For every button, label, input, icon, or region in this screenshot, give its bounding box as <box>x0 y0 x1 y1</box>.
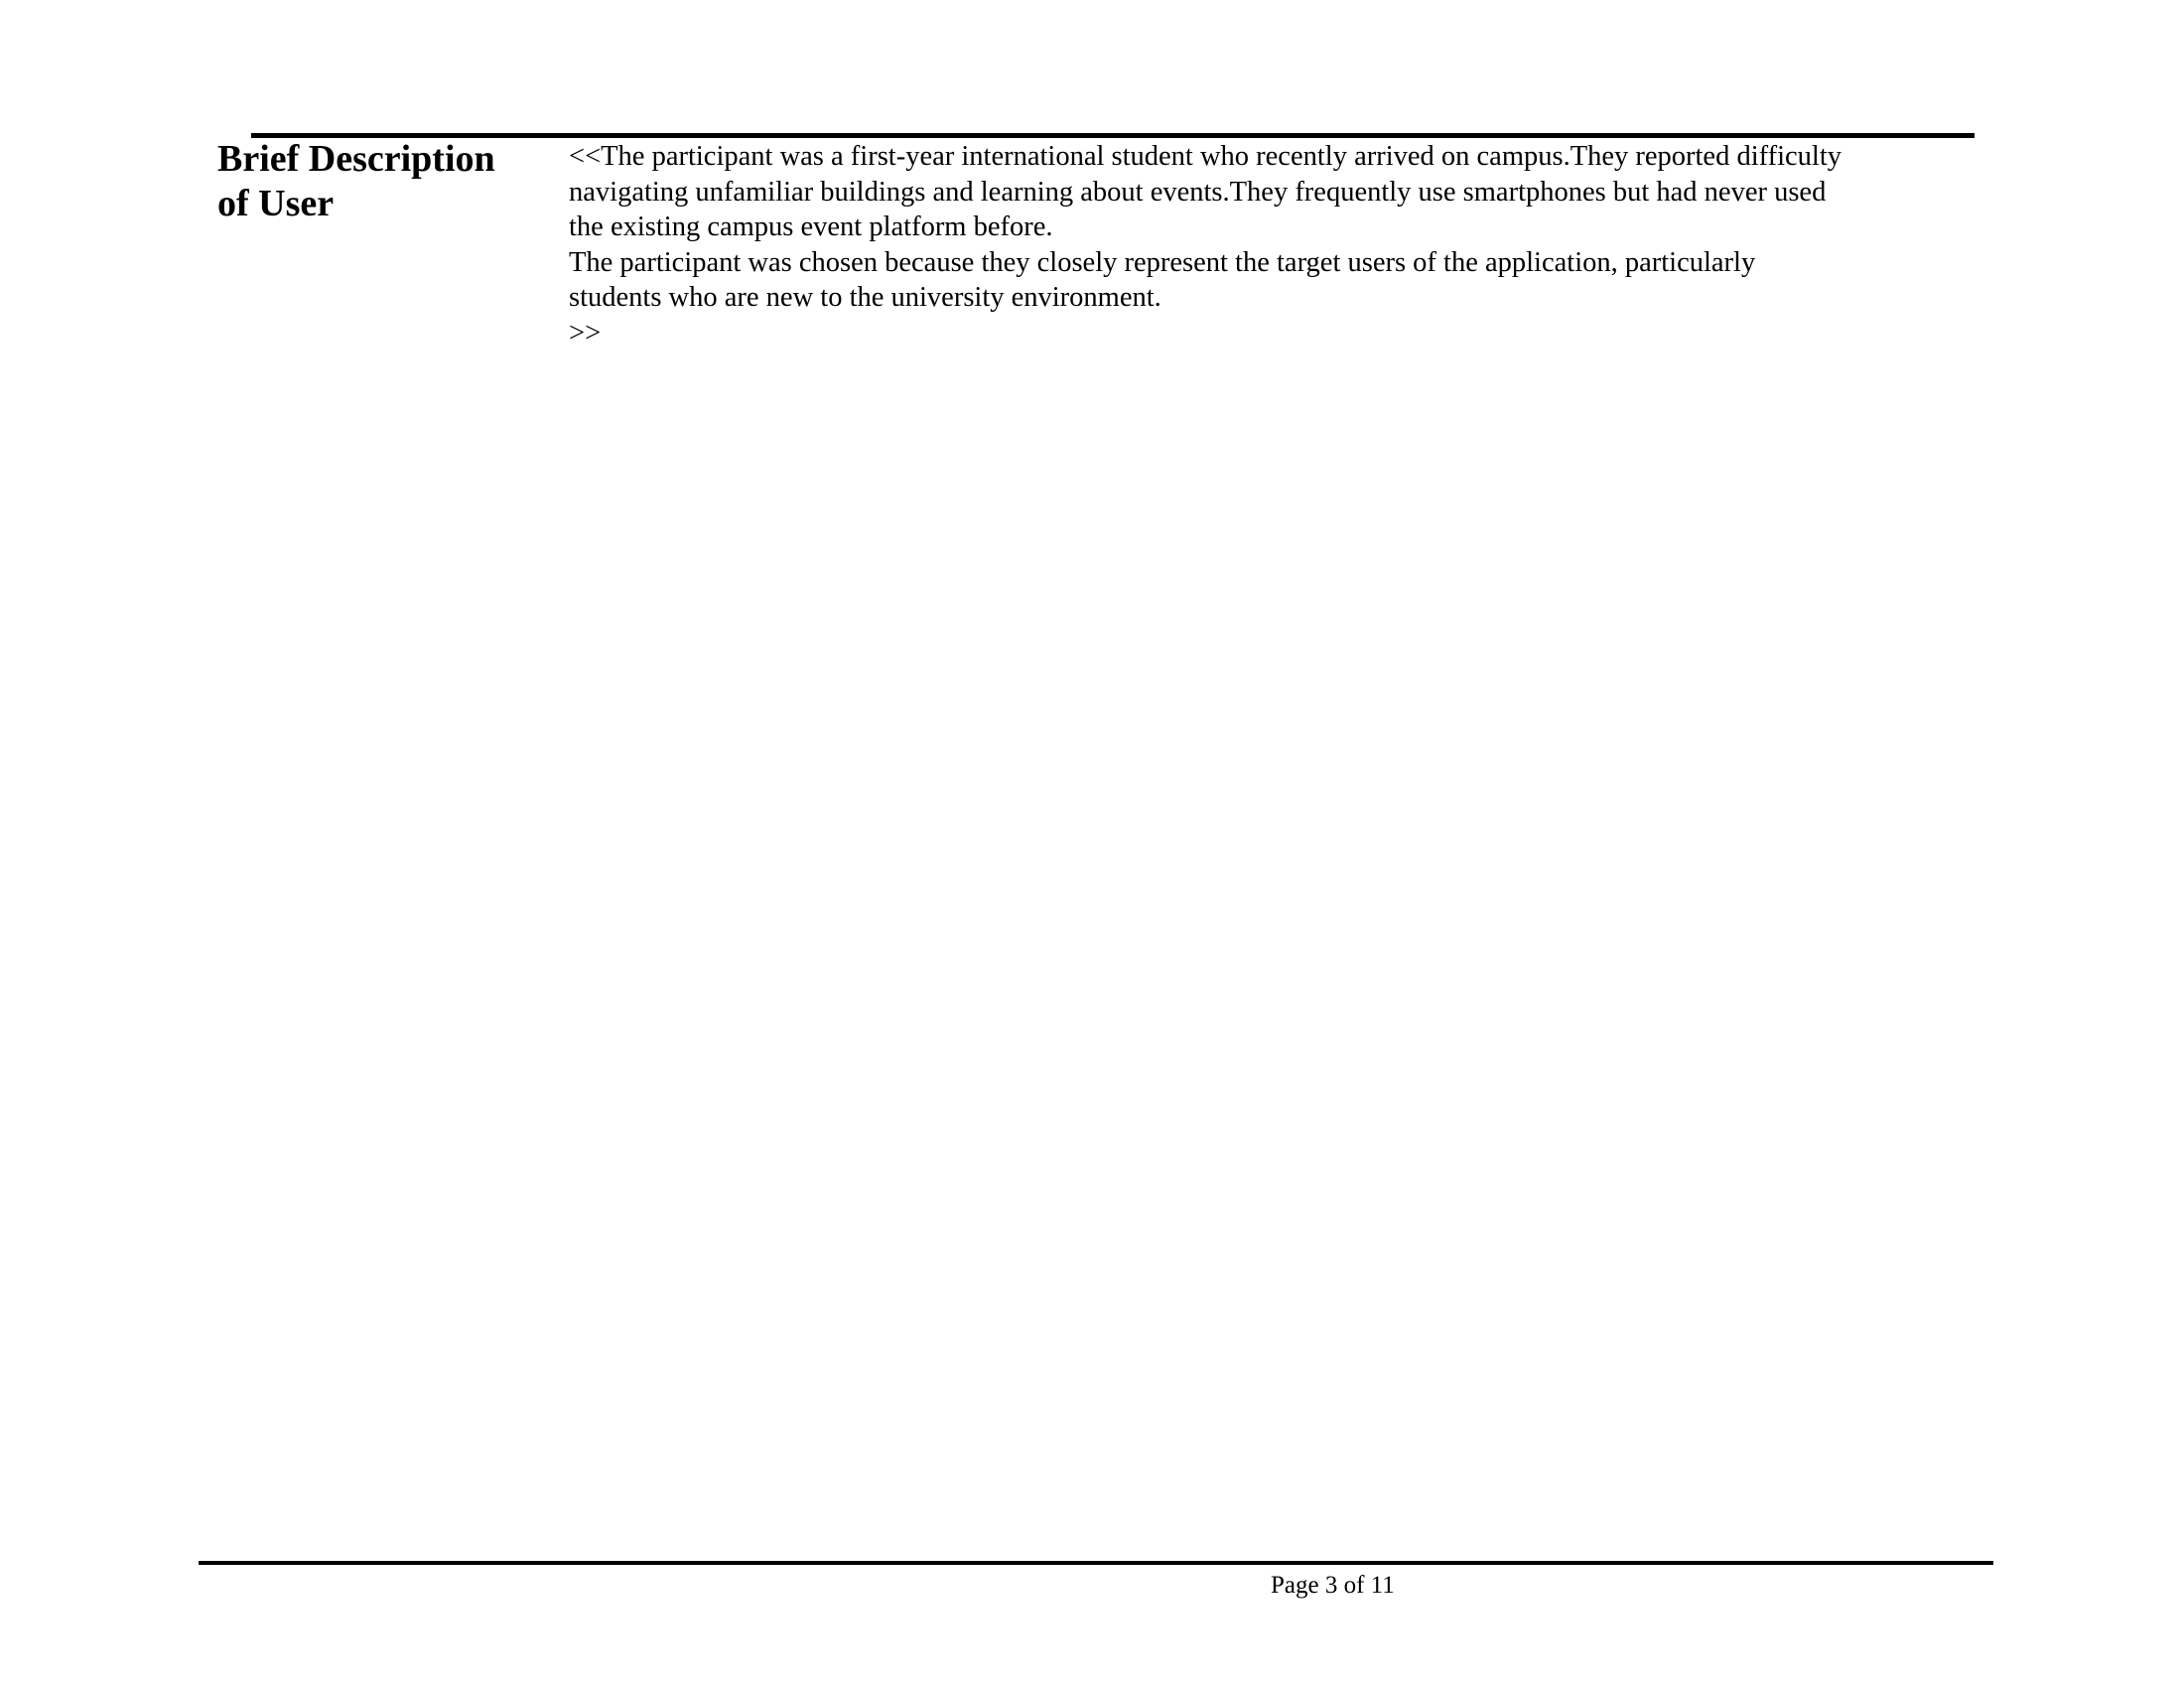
user-description <box>569 139 1949 351</box>
description-line: students who are new to the university environment. <box>569 282 1161 313</box>
description-line: >> <box>569 317 602 349</box>
section-heading-line-2: of User <box>217 183 335 224</box>
description-line: navigating unfamiliar buildings and learning about events.They frequently use smartphones but had never used <box>569 176 1827 208</box>
footer-divider <box>199 1561 1993 1565</box>
description-line: the existing campus event platform before. <box>569 211 1053 242</box>
description-line: <<The participant was a first-year international student who recently arrived on campus.They reported difficulty <box>569 141 1842 172</box>
section-heading-line-1: Brief Description <box>217 138 495 180</box>
section-heading <box>217 137 545 226</box>
page-number: Page 3 of 11 <box>1271 1572 1395 1599</box>
description-line: The participant was chosen because they closely represent the target users of the application, particularly <box>569 246 1756 278</box>
